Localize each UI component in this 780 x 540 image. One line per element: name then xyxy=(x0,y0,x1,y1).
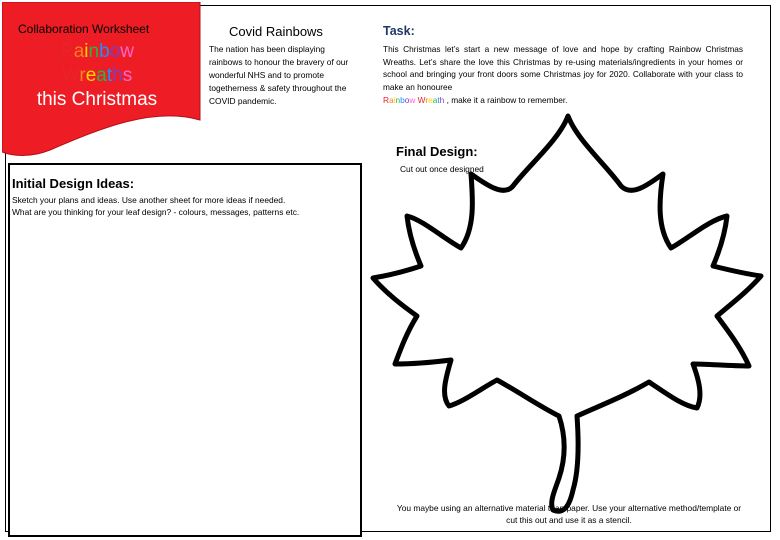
rainbow-letter: n xyxy=(88,41,100,62)
task-heading: Task: xyxy=(383,24,415,38)
rainbow-letter: h xyxy=(439,94,445,105)
covid-heading: Covid Rainbows xyxy=(229,24,323,39)
rainbow-letter: i xyxy=(393,94,396,105)
rainbow-letter: o xyxy=(109,41,121,62)
rainbow-letter: r xyxy=(425,94,429,105)
banner-title xyxy=(12,40,182,112)
task-section xyxy=(383,24,743,107)
rainbow-letter: b xyxy=(99,41,110,62)
rainbow-letter: e xyxy=(85,65,97,86)
worksheet-label: Collaboration Worksheet xyxy=(18,22,150,36)
rainbow-letter: a xyxy=(96,65,107,86)
final-design-subtitle: Cut out once designed xyxy=(400,164,484,174)
final-design-title: Final Design: xyxy=(396,144,478,159)
instruction-line-1: Sketch your plans and ideas. Use another sheet for more ideas if needed. xyxy=(12,195,286,205)
covid-rainbows-section xyxy=(209,24,359,108)
covid-body: The nation has been displaying rainbows to honour the bravery of our wonderful NHS and to promote togetherness & safety throughout the COVID pandemic. xyxy=(209,44,349,106)
task-body xyxy=(383,43,743,107)
task-body-end: , make it a rainbow to remember. xyxy=(446,94,568,105)
title-wreaths-word xyxy=(12,64,182,88)
initial-design-instructions xyxy=(12,194,357,218)
task-wreath-word xyxy=(418,95,445,105)
instruction-line-2: What are you thinking for your leaf design? - colours, messages, patterns etc. xyxy=(12,207,300,217)
rainbow-letter: R xyxy=(383,94,389,105)
rainbow-letter: e xyxy=(428,94,433,105)
rainbow-letter: o xyxy=(404,94,410,105)
title-rainbow-word xyxy=(12,40,182,64)
task-rainbow-word xyxy=(383,95,415,105)
rainbow-letter: t xyxy=(437,94,440,105)
alternative-material-note: You maybe using an alternative material than paper. Use your alternative method/template or cut this out and use it as a stencil. xyxy=(396,503,742,525)
rainbow-letter: a xyxy=(73,41,85,62)
rainbow-letter: n xyxy=(395,94,401,105)
initial-design-title: Initial Design Ideas: xyxy=(12,176,135,191)
rainbow-letter: h xyxy=(112,65,123,86)
title-this-christmas: this Christmas xyxy=(36,89,158,110)
rainbow-letter: W xyxy=(61,65,80,86)
rainbow-letter: s xyxy=(122,65,133,86)
rainbow-letter: a xyxy=(432,94,438,105)
rainbow-letter: a xyxy=(389,94,394,105)
rainbow-letter: W xyxy=(417,94,426,105)
rainbow-letter: R xyxy=(59,41,74,62)
initial-design-box[interactable] xyxy=(8,163,362,537)
rainbow-letter: r xyxy=(79,65,86,86)
rainbow-letter: w xyxy=(120,41,134,62)
title-banner xyxy=(2,2,202,152)
rainbow-letter: b xyxy=(400,94,405,105)
task-body-main: This Christmas let’s start a new message of love and hope by crafting Rainbow Christmas Wreaths. Let’s share the love this Christmas by re-using materials/ingredients in your homes or school and bringing your front doors some Christmas joy for 2020. Collaborate with your class to make an honouree xyxy=(383,44,743,93)
rainbow-letter: i xyxy=(84,41,89,62)
rainbow-letter: w xyxy=(409,94,416,105)
rainbow-letter: t xyxy=(106,65,113,86)
